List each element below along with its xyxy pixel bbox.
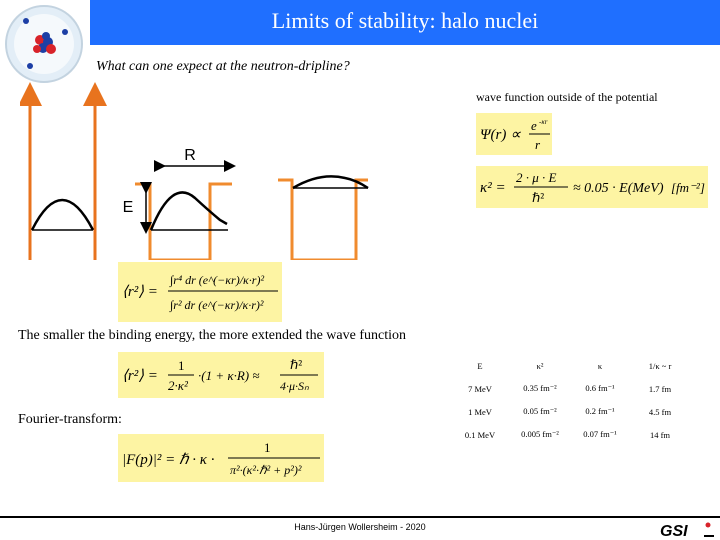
gsi-logo-icon: [656, 518, 720, 540]
table-cell: 4.5 fm: [648, 406, 672, 417]
slide-title: Limits of stability: halo nuclei: [271, 8, 539, 33]
svg-text:∫r² dr (e^(−κr)/κ·r)²: ∫r² dr (e^(−κr)/κ·r)²: [170, 298, 264, 312]
gsi-logo-text: GSI: [660, 523, 688, 540]
kappa-table: [450, 354, 690, 446]
svg-text:1: 1: [264, 440, 271, 455]
svg-text:⟨r²⟩ =: ⟨r²⟩ =: [122, 368, 158, 384]
table-cell: 0.1 MeV: [464, 429, 496, 440]
diagram-r-label: R: [184, 147, 196, 164]
svg-text:e: e: [531, 118, 537, 133]
fourier-label: Fourier-transform:: [18, 412, 122, 427]
psi-formula: [476, 113, 552, 155]
svg-text:π²·(κ²·ℏ² + p²)²: π²·(κ²·ℏ² + p²)²: [230, 463, 302, 477]
deep-well: [30, 94, 95, 260]
svg-text:2·κ²: 2·κ²: [168, 378, 188, 393]
svg-text:2 · μ · E: 2 · μ · E: [516, 170, 557, 185]
table-cell: 7 MeV: [468, 383, 492, 394]
svg-text:Ψ(r) ∝: Ψ(r) ∝: [480, 127, 521, 143]
svg-text:κ² =: κ² =: [480, 180, 506, 196]
diagram-e-label: E: [122, 199, 134, 216]
table-row: [450, 400, 690, 423]
svg-text:r: r: [535, 137, 541, 152]
svg-text:·(1 + κ·R) ≈: ·(1 + κ·R) ≈: [198, 368, 260, 383]
svg-text:|F(p)|² = ℏ · κ ·: |F(p)|² = ℏ · κ ·: [122, 452, 215, 468]
table-header-row: [450, 354, 690, 377]
nucleus-logo-icon: [0, 0, 90, 88]
table-row: [450, 377, 690, 400]
svg-text:4·μ·Sₙ: 4·μ·Sₙ: [280, 379, 309, 393]
footer-divider: [0, 516, 720, 518]
table-cell: 1.7 fm: [648, 383, 672, 394]
table-header-cell: 1/κ ~ r: [648, 360, 672, 371]
kappa-formula: [476, 166, 708, 208]
svg-text:∫r⁴ dr (e^(−κr)/κ·r)²: ∫r⁴ dr (e^(−κr)/κ·r)²: [170, 273, 265, 287]
fourier-formula: [118, 434, 324, 482]
table-cell: 14 fm: [649, 429, 671, 440]
table-cell: 0.35 fm⁻²: [523, 383, 557, 393]
table-cell: 0.2 fm⁻¹: [585, 406, 615, 416]
wavefunction-label: wave function outside of the potential: [476, 90, 658, 104]
r2-integral-formula: [118, 262, 282, 322]
svg-text:≈ 0.05 · E(MeV): ≈ 0.05 · E(MeV): [573, 181, 664, 196]
table-header-cell: κ²: [536, 360, 544, 371]
table-cell: 0.07 fm⁻¹: [583, 429, 617, 439]
r2-result-formula: [118, 352, 324, 398]
table-row: [450, 423, 690, 446]
medium-well: [123, 147, 232, 260]
table-cell: 1 MeV: [468, 406, 492, 417]
table-cell: 0.005 fm⁻²: [521, 429, 559, 439]
svg-text:ℏ²: ℏ²: [290, 357, 303, 372]
footer-author: Hans-Jürgen Wollersheim - 2020: [294, 522, 426, 532]
table-header-cell: E: [477, 360, 483, 371]
svg-text:⟨r²⟩ =: ⟨r²⟩ =: [122, 284, 158, 300]
potential-wells-diagram: [20, 80, 370, 260]
table-cell: 0.6 fm⁻¹: [585, 383, 615, 393]
table-cell: 0.05 fm⁻²: [523, 406, 557, 416]
table-header-cell: κ: [597, 360, 603, 371]
subtitle: What can one expect at the neutron-dripline?: [96, 59, 350, 74]
svg-text:1: 1: [178, 358, 185, 373]
shallow-well: [278, 176, 368, 260]
svg-text:-κr: -κr: [539, 118, 548, 126]
svg-text:ℏ²: ℏ²: [532, 190, 545, 205]
svg-text:[fm⁻²]: [fm⁻²]: [671, 180, 705, 195]
binding-energy-statement: The smaller the binding energy, the more extended the wave function: [18, 328, 406, 343]
